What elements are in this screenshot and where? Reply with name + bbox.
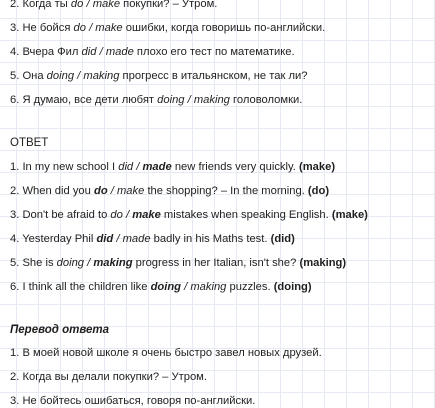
exercise-item-5 xyxy=(10,69,307,83)
item-number: 3. xyxy=(10,395,20,407)
option-1: doing xyxy=(157,94,185,106)
sentence-text: progress in her Italian, isn't she? xyxy=(132,257,300,269)
option-2: made xyxy=(122,233,151,245)
item-number: 2. xyxy=(10,185,20,197)
translation-item-1 xyxy=(10,346,322,360)
answer-key: (make) xyxy=(331,209,368,221)
item-number: 1. xyxy=(10,347,20,359)
sentence-text: ошибки, когда говоришь по-английски. xyxy=(122,22,326,34)
item-number: 3. xyxy=(10,209,20,221)
item-number: 6. xyxy=(10,94,20,106)
sentence-text: I think all the children like xyxy=(22,281,151,293)
option-1: do xyxy=(70,0,84,10)
option-1-selected: did xyxy=(96,233,114,245)
option-2-selected: making xyxy=(93,257,133,269)
sentence-text: прогресс в итальянском, не так ли? xyxy=(119,70,308,82)
translation-item-2 xyxy=(10,370,207,384)
translation-heading: Перевод ответа xyxy=(10,324,110,336)
option-separator: / xyxy=(83,0,93,10)
translation-text: Когда вы делали покупки? – Утром. xyxy=(22,371,207,383)
sentence-text: головоломки. xyxy=(229,94,303,106)
answer-key: (did) xyxy=(270,233,295,245)
option-separator: / xyxy=(181,281,191,293)
option-separator: / xyxy=(113,233,123,245)
answer-key: (doing) xyxy=(273,281,312,293)
option-separator: / xyxy=(122,209,133,221)
option-2: making xyxy=(190,281,227,293)
option-2: make xyxy=(92,0,121,10)
option-separator: / xyxy=(107,185,117,197)
answer-heading: ОТВЕТ xyxy=(10,137,49,149)
exercise-item-3 xyxy=(10,21,325,35)
exercise-item-2 xyxy=(10,0,217,11)
option-2: making xyxy=(83,70,120,82)
item-number: 3. xyxy=(10,22,20,34)
option-1: doing xyxy=(56,257,85,269)
option-2: make xyxy=(116,185,145,197)
item-number: 2. xyxy=(10,0,20,10)
sentence-text: badly in his Maths test. xyxy=(150,233,271,245)
item-number: 2. xyxy=(10,371,20,383)
option-1: did xyxy=(118,161,134,173)
sentence-text: Я думаю, все дети любят xyxy=(22,94,158,106)
option-separator: / xyxy=(96,46,106,58)
item-number: 6. xyxy=(10,281,20,293)
answer-key: (do) xyxy=(307,185,330,197)
translation-item-3 xyxy=(10,394,255,408)
sentence-text: She is xyxy=(22,257,57,269)
exercise-item-6 xyxy=(10,93,302,107)
exercise-item-4 xyxy=(10,45,295,59)
sentence-text: Не бойся xyxy=(22,22,74,34)
option-1-selected: doing xyxy=(150,281,182,293)
sentence-text: покупки? – Утром. xyxy=(120,0,218,10)
option-1: do xyxy=(73,22,86,34)
sentence-text: Don't be afraid to xyxy=(22,209,111,221)
answer-item-3 xyxy=(10,208,368,222)
sentence-text: When did you xyxy=(22,185,94,197)
answer-item-1 xyxy=(10,160,335,174)
sentence-text: In my new school I xyxy=(22,161,119,173)
answer-item-5 xyxy=(10,256,346,270)
item-number: 4. xyxy=(10,233,20,245)
option-1-selected: do xyxy=(93,185,108,197)
option-2-selected: make xyxy=(132,209,161,221)
item-number: 1. xyxy=(10,161,20,173)
sentence-text: Когда ты xyxy=(22,0,71,10)
answer-item-4 xyxy=(10,232,295,246)
sentence-text: mistakes when speaking English. xyxy=(160,209,332,221)
sentence-text: the shopping? – In the morning. xyxy=(144,185,308,197)
answer-key: (making) xyxy=(299,257,347,269)
translation-text: Не бойтесь ошибаться, говоря по-английски. xyxy=(22,395,256,407)
option-2-selected: made xyxy=(142,161,172,173)
option-1: doing xyxy=(46,70,75,82)
option-2: made xyxy=(105,46,134,58)
option-2: making xyxy=(193,94,230,106)
translation-text: В моей новой школе я очень быстро завел новых друзей. xyxy=(22,347,322,359)
sentence-text: puzzles. xyxy=(226,281,274,293)
option-separator: / xyxy=(184,94,194,106)
sentence-text: Yesterday Phil xyxy=(22,233,97,245)
sentence-text: Вчера Фил xyxy=(22,46,82,58)
answer-item-2 xyxy=(10,184,329,198)
sentence-text: Она xyxy=(22,70,47,82)
option-2: make xyxy=(95,22,123,34)
sentence-text: плохо его тест по математике. xyxy=(133,46,295,58)
item-number: 5. xyxy=(10,70,20,82)
answer-item-6 xyxy=(10,280,312,294)
item-number: 5. xyxy=(10,257,20,269)
option-separator: / xyxy=(133,161,143,173)
option-separator: / xyxy=(74,70,84,82)
sentence-text: new friends very quickly. xyxy=(171,161,299,173)
option-1: do xyxy=(110,209,123,221)
option-separator: / xyxy=(85,22,96,34)
option-1: did xyxy=(81,46,97,58)
item-number: 4. xyxy=(10,46,20,58)
option-separator: / xyxy=(84,257,94,269)
answer-key: (make) xyxy=(298,161,336,173)
